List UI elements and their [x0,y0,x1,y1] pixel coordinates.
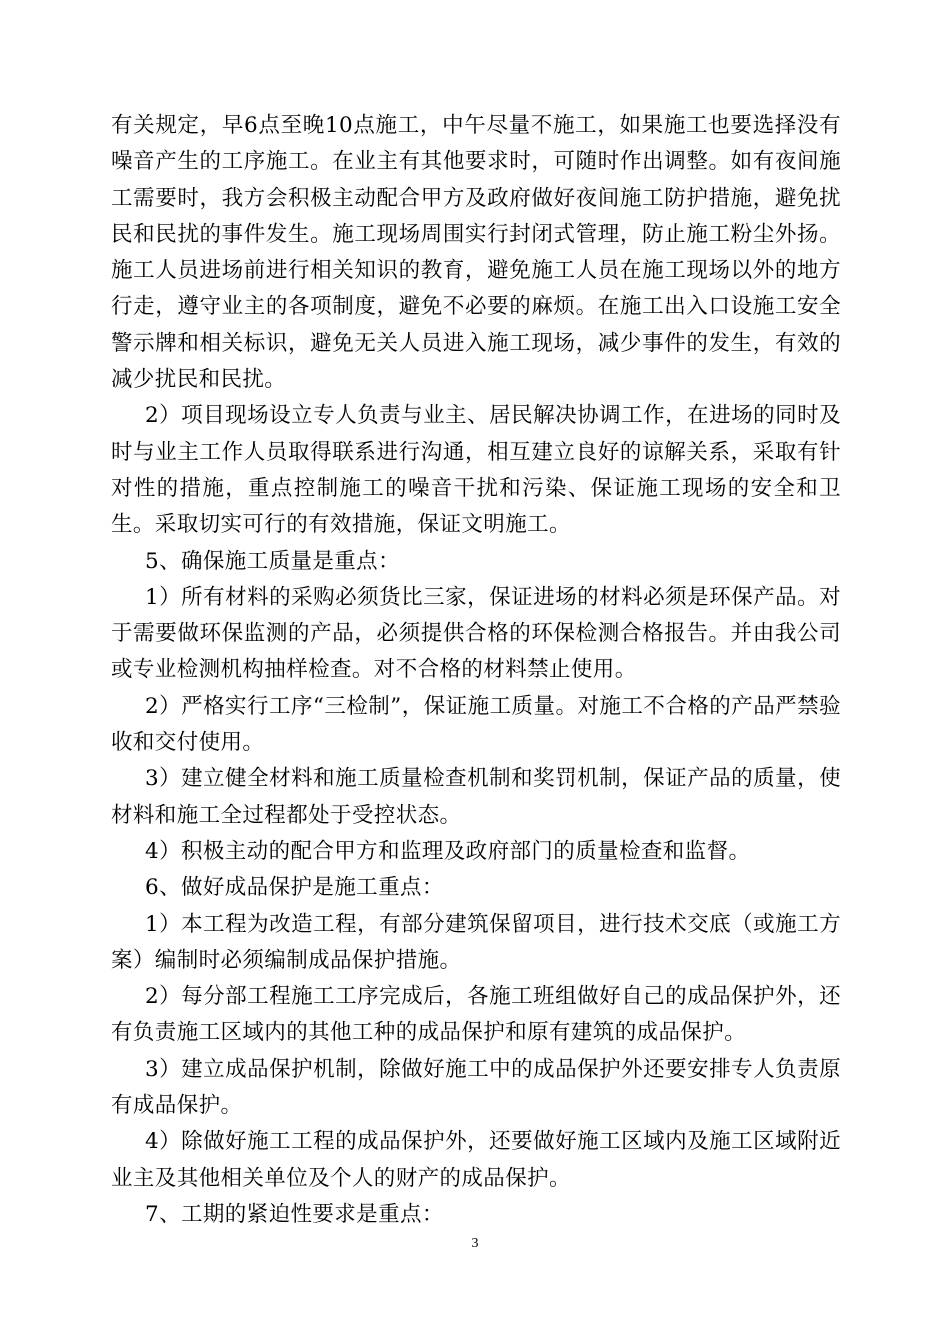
paragraph: 4）积极主动的配合甲方和监理及政府部门的质量检查和监督。 [145,838,751,864]
paragraph: 有关规定，早6点至晚10点施工，中午尽量不施工，如果施工也要选择没有噪音产生的工序施工。在业主有其他要求时，可随时作出调整。如有夜间施工需要时，我方会积极主动配合甲方及政府做好夜间施工防护措施，避免扰民和民扰的事件发生。施工现场周围实行封闭式管理，防止施工粉尘外扬。施工人员进场前进行相关知识的教育，避免施工人员在施工现场以外的地方行走，遵守业主的各项制度，避免不必要的麻烦。在施工出入口设施工安全警示牌和相关标识，避免无关人员进入施工现场，减少事件的发生，有效的减少扰民和民扰。 [111,113,841,393]
paragraph: 4）除做好施工工程的成品保护外，还要做好施工区域内及施工区域附近业主及其他相关单位及个人的财产的成品保护。 [111,1129,841,1191]
section-heading: 6、做好成品保护是施工重点： [145,875,444,901]
section-heading: 7、工期的紧迫性要求是重点： [145,1201,444,1227]
paragraph: 1）本工程为改造工程，有部分建筑保留项目，进行技术交底（或施工方案）编制时必须编制成品保护措施。 [111,911,841,973]
paragraph: 2）严格实行工序“三检制”，保证施工质量。对施工不合格的产品严禁验收和交付使用。 [111,693,841,756]
paragraph: 2）每分部工程施工工序完成后，各施工班组做好自己的成品保护外，还有负责施工区域内的其他工种的成品保护和原有建筑的成品保护。 [111,984,841,1046]
paragraph: 3）建立成品保护机制，除做好施工中的成品保护外还要安排专人负责原有成品保护。 [111,1056,841,1119]
paragraph: 2）项目现场设立专人负责与业主、居民解决协调工作，在进场的同时及时与业主工作人员取得联系进行沟通，相互建立良好的谅解关系，采取有针对性的措施，重点控制施工的噪音干扰和污染、保证施工现场的安全和卫生。采取切实可行的有效措施，保证文明施工。 [111,403,841,538]
paragraph: 3）建立健全材料和施工质量检查机制和奖罚机制，保证产品的质量，使材料和施工全过程都处于受控状态。 [111,766,841,828]
page-number: 3 [471,1236,479,1251]
section-heading: 5、确保施工质量是重点： [145,548,400,574]
paragraph: 1）所有材料的采购必须货比三家，保证进场的材料必须是环保产品。对于需要做环保监测的产品，必须提供合格的环保检测合格报告。并由我公司或专业检测机构抽样检查。对不合格的材料禁止使用。 [111,584,841,683]
page-body [111,108,841,1233]
